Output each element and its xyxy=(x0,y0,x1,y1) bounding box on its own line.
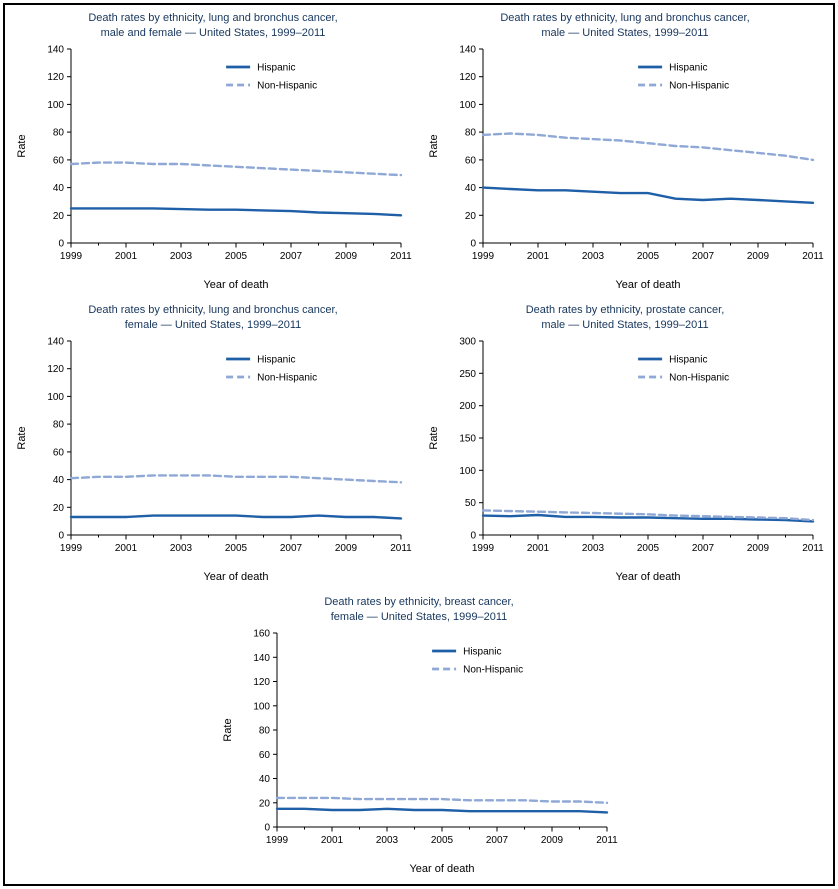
legend-label: Non-Hispanic xyxy=(257,80,318,92)
svg-text:150: 150 xyxy=(459,433,476,445)
legend-label: Hispanic xyxy=(257,354,296,366)
svg-text:50: 50 xyxy=(464,498,476,510)
svg-text:2011: 2011 xyxy=(390,543,412,555)
chart-row-2 xyxy=(11,303,827,585)
chart-lung-male xyxy=(423,11,827,293)
svg-text:2011: 2011 xyxy=(802,251,824,263)
svg-text:2005: 2005 xyxy=(430,835,454,847)
x-axis-label: Year of death xyxy=(615,571,681,584)
chart-title xyxy=(11,303,415,332)
svg-text:100: 100 xyxy=(47,99,64,111)
svg-text:2005: 2005 xyxy=(224,251,248,263)
svg-text:1999: 1999 xyxy=(59,251,83,263)
series-non-hispanic xyxy=(71,475,401,482)
svg-text:2009: 2009 xyxy=(334,543,358,555)
y-axis-label: Rate xyxy=(222,718,234,742)
chart-title-line: male and female — United States, 1999–2011 xyxy=(100,26,326,39)
svg-text:20: 20 xyxy=(52,502,64,514)
svg-text:2003: 2003 xyxy=(375,835,399,847)
figure-frame xyxy=(3,3,835,886)
svg-text:2001: 2001 xyxy=(320,835,344,847)
svg-text:2009: 2009 xyxy=(540,835,564,847)
legend-label: Non-Hispanic xyxy=(669,80,730,92)
chart-row-1 xyxy=(11,11,827,293)
svg-text:60: 60 xyxy=(464,155,476,167)
svg-text:100: 100 xyxy=(459,99,476,111)
svg-text:140: 140 xyxy=(47,336,64,348)
series-hispanic xyxy=(71,516,401,519)
legend-label: Hispanic xyxy=(669,354,708,366)
legend-label: Hispanic xyxy=(463,646,502,658)
y-axis-label: Rate xyxy=(428,134,440,158)
svg-text:2011: 2011 xyxy=(390,251,412,263)
svg-text:2003: 2003 xyxy=(581,251,605,263)
chart-plot xyxy=(11,41,415,293)
chart-prostate-male xyxy=(423,303,827,585)
x-axis xyxy=(60,535,412,583)
svg-text:2001: 2001 xyxy=(526,251,550,263)
svg-text:1999: 1999 xyxy=(59,543,83,555)
x-axis-label: Year of death xyxy=(615,279,681,292)
x-axis xyxy=(60,243,412,291)
chart-plot xyxy=(423,41,827,293)
svg-text:0: 0 xyxy=(470,238,476,250)
svg-text:1999: 1999 xyxy=(265,835,289,847)
chart-lung-female xyxy=(11,303,415,585)
svg-text:2011: 2011 xyxy=(802,543,824,555)
y-axis-label: Rate xyxy=(16,134,28,158)
svg-text:160: 160 xyxy=(253,628,270,640)
svg-text:2007: 2007 xyxy=(691,251,715,263)
legend-label: Hispanic xyxy=(257,62,296,74)
svg-text:40: 40 xyxy=(258,774,270,786)
chart-title-line: male — United States, 1999–2011 xyxy=(541,318,709,331)
svg-text:2001: 2001 xyxy=(114,251,138,263)
chart-title-line: female — United States, 1999–2011 xyxy=(124,318,302,331)
svg-text:2005: 2005 xyxy=(636,251,660,263)
svg-text:20: 20 xyxy=(464,210,476,222)
svg-text:60: 60 xyxy=(258,749,270,761)
svg-text:0: 0 xyxy=(470,530,476,542)
chart-plot xyxy=(217,625,621,877)
svg-text:60: 60 xyxy=(52,447,64,459)
svg-text:20: 20 xyxy=(258,798,270,810)
y-axis xyxy=(16,337,71,542)
svg-text:2011: 2011 xyxy=(596,835,618,847)
y-axis xyxy=(16,45,71,250)
svg-text:60: 60 xyxy=(52,155,64,167)
svg-text:80: 80 xyxy=(52,127,64,139)
y-axis-label: Rate xyxy=(428,426,440,450)
svg-text:2005: 2005 xyxy=(636,543,660,555)
chart-lung-male-female xyxy=(11,11,415,293)
svg-text:2007: 2007 xyxy=(279,543,303,555)
chart-canvas xyxy=(423,41,827,293)
svg-text:250: 250 xyxy=(459,368,476,380)
chart-canvas xyxy=(11,41,415,293)
series-hispanic xyxy=(483,188,813,203)
chart-title-line: Death rates by ethnicity, lung and bronchus cancer, xyxy=(88,304,338,317)
svg-text:200: 200 xyxy=(459,401,476,413)
legend xyxy=(638,63,729,92)
chart-title xyxy=(217,595,621,624)
series-non-hispanic xyxy=(71,163,401,176)
legend-label: Non-Hispanic xyxy=(463,664,524,676)
chart-canvas xyxy=(217,625,621,877)
svg-text:2003: 2003 xyxy=(169,543,193,555)
x-axis-label: Year of death xyxy=(203,571,269,584)
x-axis-label: Year of death xyxy=(203,279,269,292)
svg-text:0: 0 xyxy=(58,530,64,542)
chart-plot xyxy=(423,333,827,585)
legend xyxy=(432,647,523,676)
x-axis xyxy=(472,243,824,291)
x-axis xyxy=(472,535,824,583)
svg-text:1999: 1999 xyxy=(471,543,495,555)
svg-text:2001: 2001 xyxy=(114,543,138,555)
svg-text:2009: 2009 xyxy=(746,251,770,263)
svg-text:2001: 2001 xyxy=(526,543,550,555)
svg-text:2009: 2009 xyxy=(334,251,358,263)
svg-text:2007: 2007 xyxy=(485,835,509,847)
chart-title-line: Death rates by ethnicity, breast cancer, xyxy=(324,596,514,609)
svg-text:140: 140 xyxy=(459,44,476,56)
legend xyxy=(638,355,729,384)
svg-text:40: 40 xyxy=(52,475,64,487)
svg-text:140: 140 xyxy=(253,652,270,664)
chart-plot xyxy=(11,333,415,585)
chart-title xyxy=(11,11,415,40)
chart-title xyxy=(423,303,827,332)
svg-text:100: 100 xyxy=(253,701,270,713)
svg-text:2007: 2007 xyxy=(279,251,303,263)
svg-text:140: 140 xyxy=(47,44,64,56)
svg-text:40: 40 xyxy=(464,183,476,195)
svg-text:300: 300 xyxy=(459,336,476,348)
svg-text:2003: 2003 xyxy=(169,251,193,263)
legend-label: Non-Hispanic xyxy=(669,372,730,384)
svg-text:100: 100 xyxy=(47,391,64,403)
svg-text:80: 80 xyxy=(464,127,476,139)
svg-text:120: 120 xyxy=(47,364,64,376)
y-axis xyxy=(428,45,483,250)
svg-text:0: 0 xyxy=(264,822,270,834)
chart-row-3 xyxy=(11,595,827,877)
chart-canvas xyxy=(11,333,415,585)
y-axis-label: Rate xyxy=(16,426,28,450)
chart-canvas xyxy=(423,333,827,585)
series-hispanic xyxy=(277,809,607,813)
svg-text:1999: 1999 xyxy=(471,251,495,263)
svg-text:2009: 2009 xyxy=(746,543,770,555)
svg-text:80: 80 xyxy=(258,725,270,737)
chart-title-line: Death rates by ethnicity, prostate cancer, xyxy=(525,304,725,317)
svg-text:20: 20 xyxy=(52,210,64,222)
chart-title-line: male — United States, 1999–2011 xyxy=(541,26,709,39)
svg-text:100: 100 xyxy=(459,465,476,477)
legend xyxy=(226,355,317,384)
svg-text:120: 120 xyxy=(253,677,270,689)
series-hispanic xyxy=(71,208,401,215)
series-non-hispanic xyxy=(483,134,813,160)
legend xyxy=(226,63,317,92)
x-axis-label: Year of death xyxy=(409,863,475,876)
svg-text:40: 40 xyxy=(52,183,64,195)
svg-text:120: 120 xyxy=(47,72,64,84)
y-axis xyxy=(428,337,483,542)
svg-text:2007: 2007 xyxy=(691,543,715,555)
y-axis xyxy=(222,629,277,834)
chart-title-line: female — United States, 1999–2011 xyxy=(330,610,508,623)
chart-title-line: Death rates by ethnicity, lung and bronchus cancer, xyxy=(500,12,750,24)
series-non-hispanic xyxy=(277,798,607,803)
svg-text:2005: 2005 xyxy=(224,543,248,555)
chart-title-line: Death rates by ethnicity, lung and bronchus cancer, xyxy=(88,12,338,24)
svg-text:80: 80 xyxy=(52,419,64,431)
legend-label: Hispanic xyxy=(669,62,708,74)
svg-text:2003: 2003 xyxy=(581,543,605,555)
svg-text:120: 120 xyxy=(459,72,476,84)
x-axis xyxy=(266,827,618,875)
svg-text:0: 0 xyxy=(58,238,64,250)
chart-title xyxy=(423,11,827,40)
legend-label: Non-Hispanic xyxy=(257,372,318,384)
chart-breast-female xyxy=(217,595,621,877)
